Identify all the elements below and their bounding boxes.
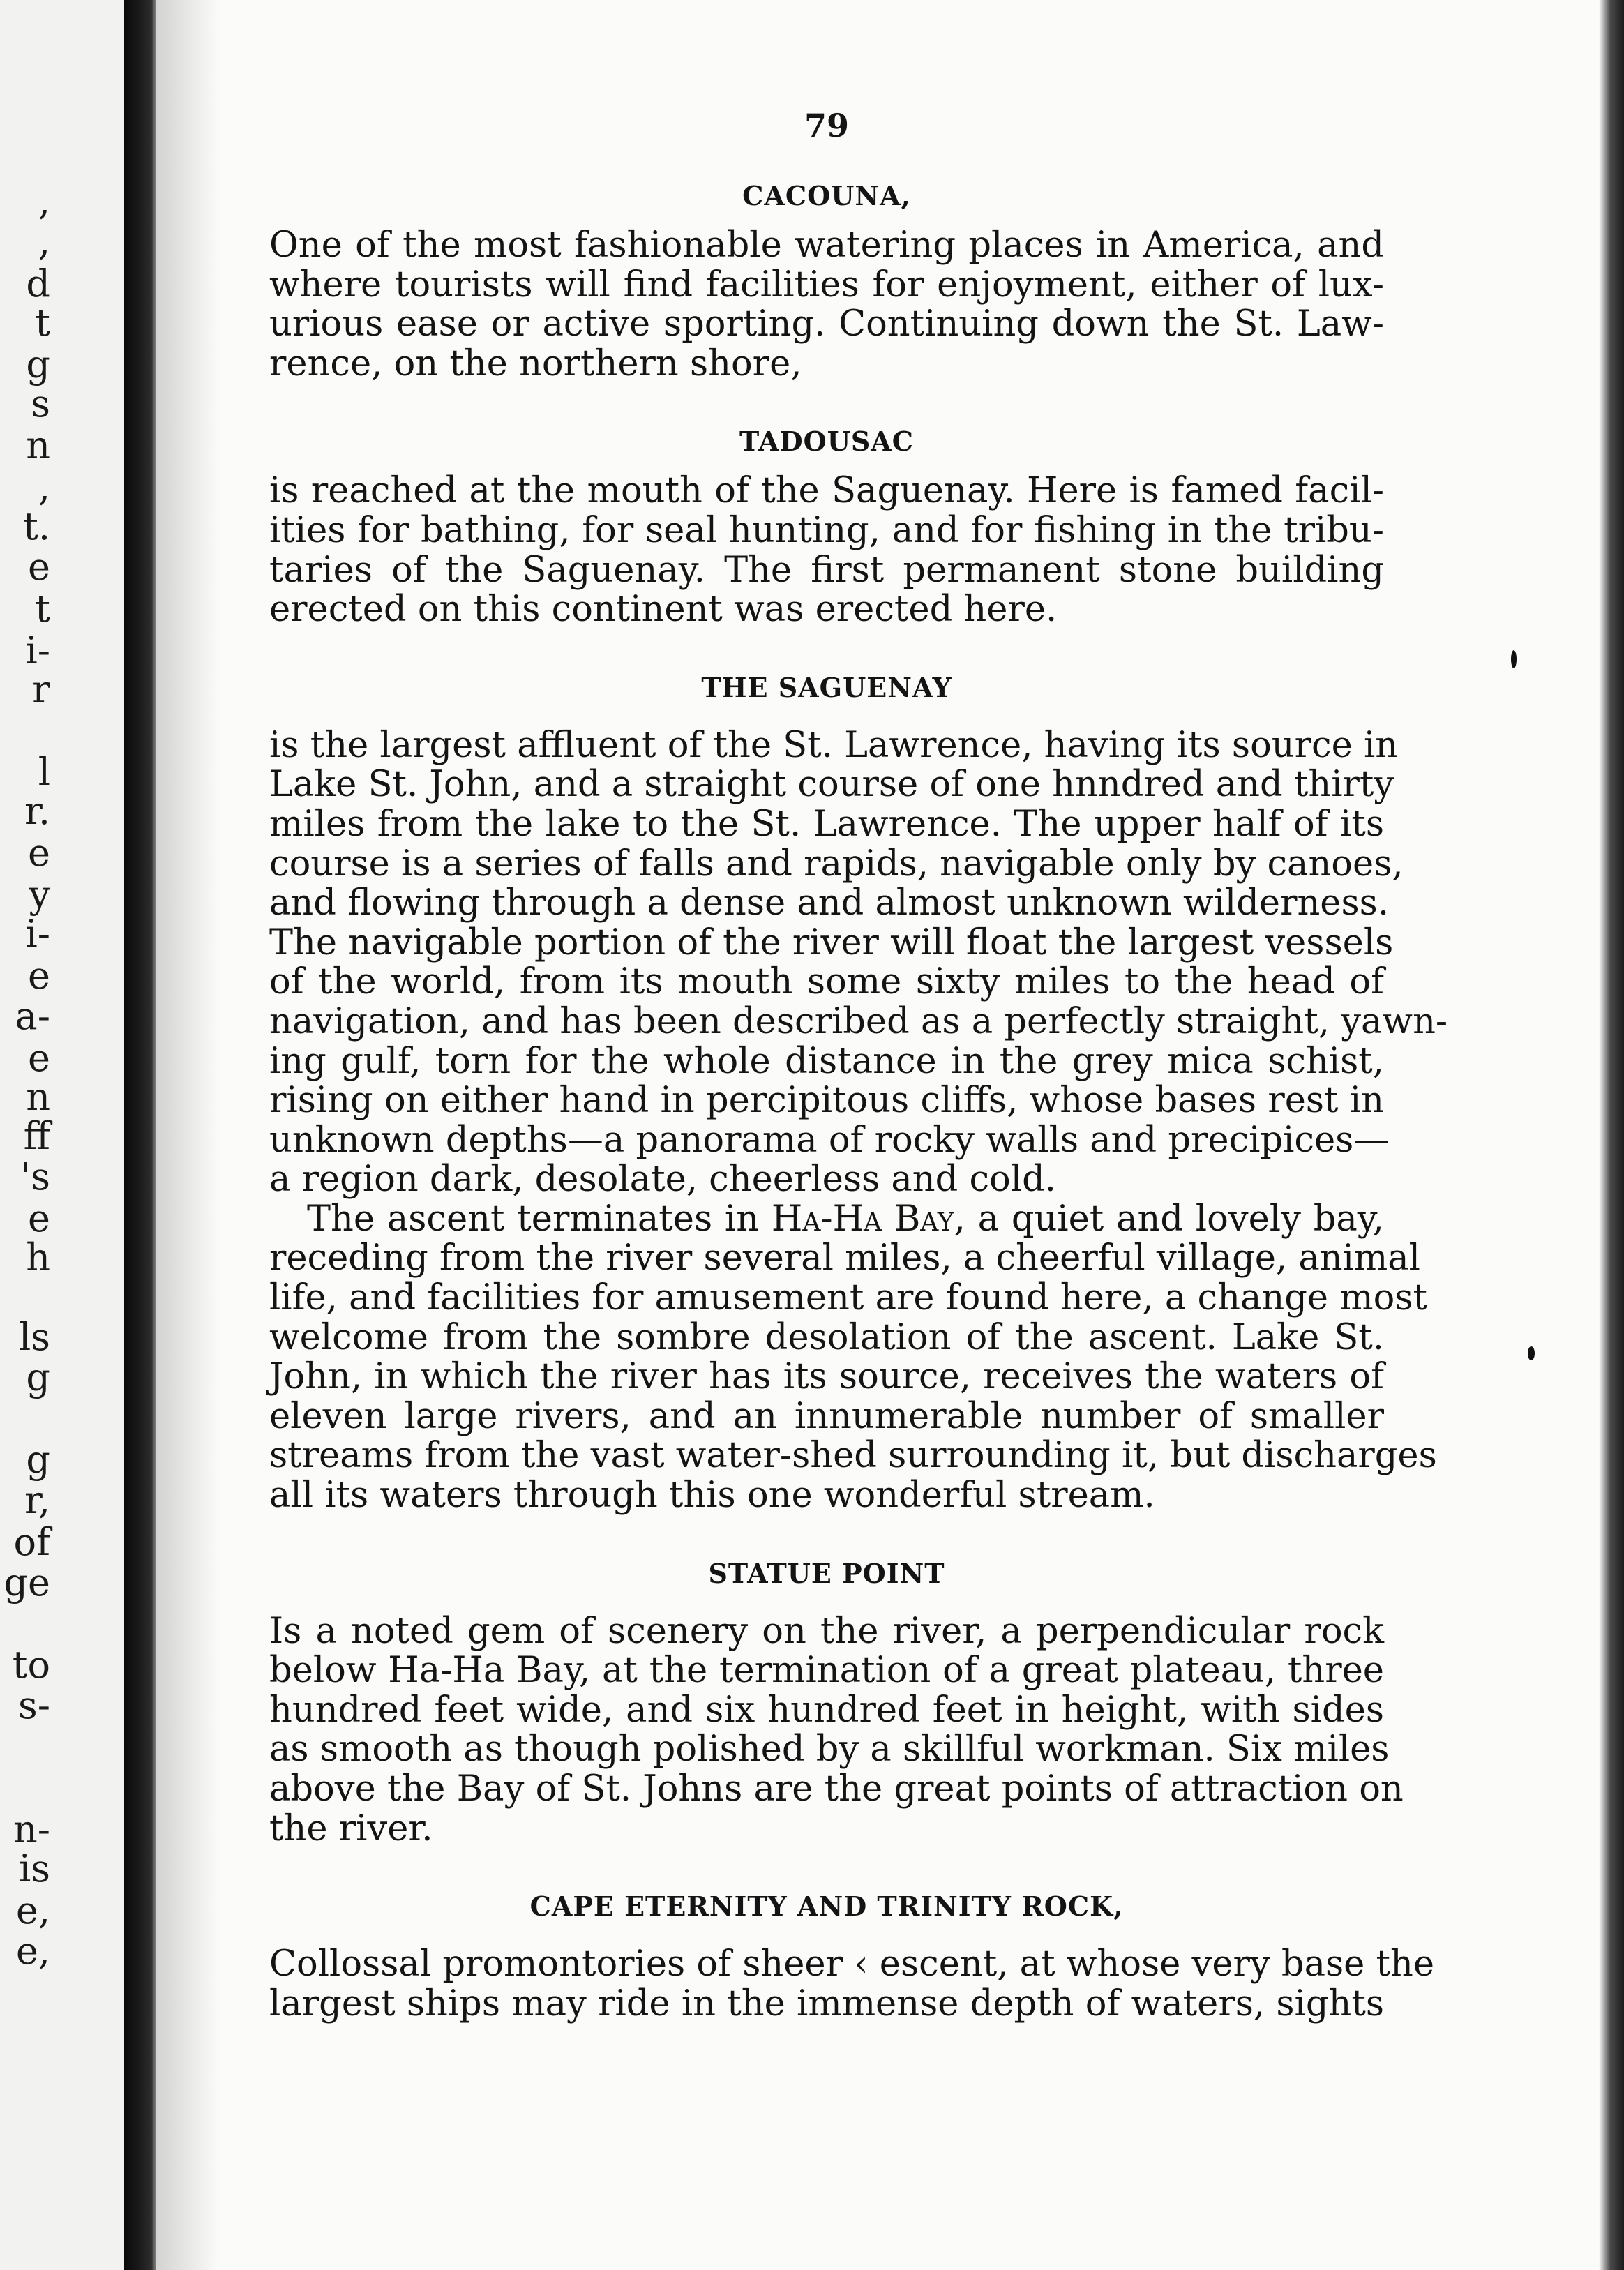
paragraph-cape-eternity [269, 1944, 1435, 2024]
text-line: largest ships may ride in the immense depth of waters, sights [269, 1983, 1384, 2024]
margin-fragment: g [26, 1438, 50, 1482]
text-line: taries of the Saguenay. The first permanent stone building [269, 549, 1384, 591]
text-line: navigation, and has been described as a perfectly straight, yawn- [269, 1000, 1448, 1042]
text-line: a region dark, desolate, cheerless and cold. [269, 1159, 1056, 1201]
section-heading-cape-eternity: CAPE ETERNITY AND TRINITY ROCK, [529, 1891, 1124, 1923]
text-line: welcome from the sombre desolation of the ascent. Lake St. [269, 1316, 1384, 1358]
paragraph-saguenay [269, 724, 1448, 1201]
margin-fragment: n [26, 423, 50, 467]
text-line: receding from the river several miles, a cheerful village, animal [269, 1238, 1420, 1279]
section-heading-tadousac: TADOUSAC [739, 426, 915, 458]
text-line: where tourists will find facilities for enjoyment, either of lux- [269, 264, 1384, 306]
margin-fragment: l [38, 750, 50, 794]
page-edge-shadow [1599, 0, 1624, 2270]
text-line: The navigable portion of the river will float the largest vessels [269, 922, 1394, 963]
margin-fragment: e, [15, 1929, 50, 1973]
text-line: hundred feet wide, and six hundred feet in height, with sides [269, 1689, 1384, 1731]
text-line: One of the most fashionable watering places in America, and [269, 225, 1384, 266]
text-run: , a quiet and lovely bay, [954, 1198, 1384, 1240]
margin-fragment: t [35, 587, 50, 631]
section-heading-statue-point: STATUE POINT [708, 1557, 945, 1589]
text-line: the river. [269, 1807, 433, 1849]
place-name-small-caps: Ha-Ha Bay [771, 1198, 954, 1240]
paragraph-cacouna [269, 226, 1384, 384]
margin-fragment: g [26, 343, 50, 386]
ink-speck [1511, 650, 1517, 668]
text-line: rence, on the northern shore, [269, 343, 802, 384]
margin-fragment: , [38, 220, 50, 264]
margin-fragment: t [35, 301, 50, 345]
margin-fragment: i- [25, 629, 50, 672]
margin-fragment: i- [25, 912, 50, 956]
margin-fragment: n [26, 1075, 50, 1119]
margin-fragment: , [38, 179, 50, 223]
text-line: life, and facilities for amusement are found here, a change most [269, 1277, 1427, 1319]
text-line: ing gulf, torn for the whole distance in the grey mica schist, [269, 1040, 1384, 1082]
margin-fragment: a- [15, 994, 50, 1038]
margin-fragment: g [26, 1355, 50, 1399]
text-line: above the Bay of St. Johns are the great points of attraction on [269, 1768, 1404, 1810]
text-line: urious ease or active sporting. Continuing down the St. Law- [269, 303, 1384, 345]
margin-fragment: ff [23, 1114, 50, 1158]
margin-fragment: s- [18, 1683, 50, 1727]
text-line: Is a noted gem of scenery on the river, a perpendicular rock [269, 1610, 1384, 1652]
book-page [269, 105, 1448, 2024]
paragraph-ha-ha-bay [269, 1198, 1437, 1517]
text-line: miles from the lake to the St. Lawrence. The upper half of its [269, 803, 1384, 845]
paragraph-statue-point [269, 1610, 1404, 1849]
margin-fragment: ge [3, 1561, 50, 1604]
page-number: 79 [804, 107, 849, 144]
text-line: eleven large rivers, and an innumerable number of smaller [269, 1395, 1384, 1437]
book-gutter [124, 0, 156, 2270]
text-line: below Ha-Ha Bay, at the termination of a great plateau, three [269, 1650, 1384, 1692]
text-line: all its waters through this one wonderful stream. [269, 1475, 1155, 1517]
text-line: Collossal promontories of sheer ‹ escent, at whose very base the [269, 1944, 1435, 1985]
margin-fragment: e [28, 831, 50, 875]
margin-fragment: ls [19, 1315, 50, 1359]
margin-fragment: d [26, 262, 50, 306]
text-line: is reached at the mouth of the Saguenay. Here is famed facil- [269, 470, 1384, 512]
margin-fragment: 's [20, 1155, 50, 1198]
margin-fragment: s [31, 382, 50, 426]
margin-fragment: h [26, 1235, 50, 1279]
margin-fragment: r. [24, 789, 50, 833]
text-line [269, 1200, 1384, 1240]
margin-fragment: e [28, 1036, 50, 1080]
margin-fragment: e [28, 545, 50, 589]
text-line: unknown depths—a panorama of rocky walls and precipices— [269, 1119, 1390, 1161]
margin-fragment: r [32, 668, 50, 712]
text-line: of the world, from its mouth some sixty miles to the head of [269, 961, 1384, 1003]
margin-fragment: n- [13, 1807, 50, 1851]
margin-fragment: is [19, 1847, 50, 1891]
margin-fragment: of [13, 1520, 50, 1564]
margin-fragment: , [38, 465, 50, 509]
margin-fragment: to [12, 1643, 50, 1687]
margin-fragment: e, [15, 1888, 50, 1932]
text-run: The ascent terminates in [307, 1198, 772, 1240]
text-line: ities for bathing, for seal hunting, and for fishing in the tribu- [269, 509, 1384, 551]
ink-speck [1528, 1346, 1535, 1360]
margin-fragment: t. [23, 504, 50, 548]
section-heading-cacouna: CACOUNA, [742, 180, 911, 211]
text-line: course is a series of falls and rapids, navigable only by canoes, [269, 843, 1404, 885]
text-line: rising on either hand in percipitous cliffs, whose bases rest in [269, 1080, 1384, 1122]
margin-fragment: r, [24, 1478, 50, 1522]
text-line: John, in which the river has its source, receives the waters of [269, 1356, 1384, 1398]
margin-fragment: y [29, 873, 50, 917]
text-line: Lake St. John, and a straight course of one hnndred and thirty [269, 764, 1394, 806]
section-heading-saguenay: THE SAGUENAY [701, 671, 952, 703]
text-line: is the largest affluent of the St. Lawrence, having its source in [269, 724, 1399, 766]
text-line: as smooth as though polished by a skillful workman. Six miles [269, 1729, 1390, 1771]
text-line: and flowing through a dense and almost unknown wilderness. [269, 882, 1390, 924]
text-line: erected on this continent was erected here. [269, 589, 1058, 631]
margin-fragment: e [28, 1196, 50, 1240]
gutter-shadow [156, 0, 219, 2270]
text-line: streams from the vast water-shed surrounding it, but discharges [269, 1435, 1437, 1477]
margin-fragment: e [28, 954, 50, 998]
paragraph-tadousac [269, 472, 1384, 629]
